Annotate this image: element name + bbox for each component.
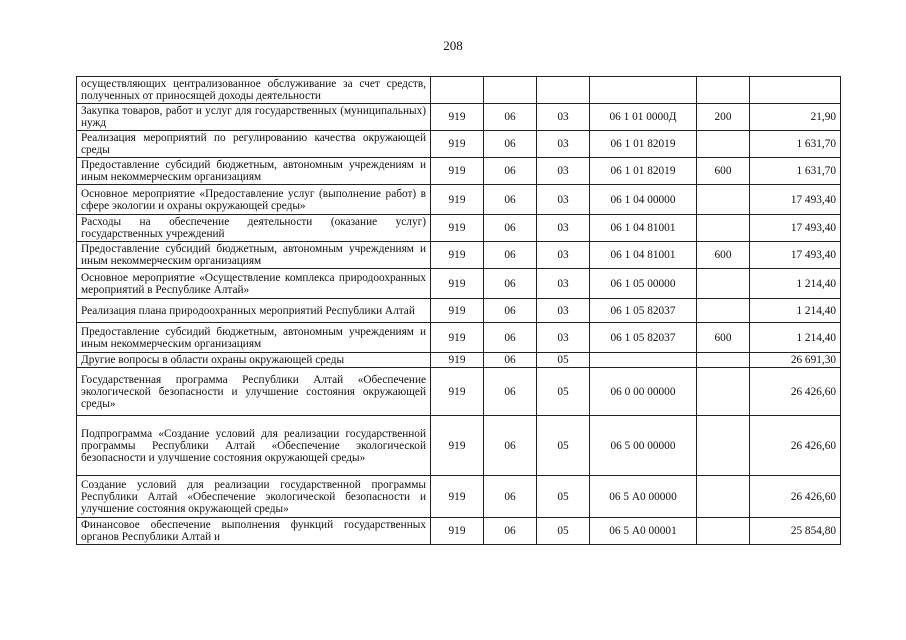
row-section-code: 06 [484, 323, 537, 353]
row-expense-type [697, 215, 750, 242]
table-row [77, 476, 841, 518]
table-row [77, 368, 841, 416]
row-subsection-code: 03 [537, 299, 590, 323]
table-row [77, 131, 841, 158]
table-row [77, 269, 841, 299]
row-subsection-code: 03 [537, 242, 590, 269]
row-section-code: 06 [484, 353, 537, 368]
row-section-code: 06 [484, 131, 537, 158]
table-row [77, 416, 841, 476]
row-name: Реализация мероприятий по регулированию качества окружающей среды [77, 131, 431, 158]
row-subsection-code [537, 77, 590, 104]
row-sum: 26 426,60 [750, 476, 841, 518]
row-admin-code: 919 [431, 476, 484, 518]
row-name: Основное мероприятие «Осуществление комплекса природоохранных мероприятий в Республике Алтай» [77, 269, 431, 299]
page-number: 208 [443, 38, 463, 53]
table-row [77, 353, 841, 368]
row-target-code: 06 1 05 82037 [590, 323, 697, 353]
row-section-code: 06 [484, 104, 537, 131]
row-target-code: 06 1 04 81001 [590, 242, 697, 269]
row-subsection-code: 05 [537, 416, 590, 476]
row-sum: 21,90 [750, 104, 841, 131]
row-name: Финансовое обеспечение выполнения функций государственных органов Республики Алтай и [77, 518, 431, 545]
row-sum: 1 631,70 [750, 158, 841, 185]
row-sum: 1 214,40 [750, 299, 841, 323]
row-target-code: 06 0 00 00000 [590, 368, 697, 416]
row-section-code: 06 [484, 476, 537, 518]
row-expense-type: 600 [697, 242, 750, 269]
row-subsection-code: 05 [537, 476, 590, 518]
row-subsection-code: 03 [537, 269, 590, 299]
row-expense-type: 600 [697, 158, 750, 185]
row-sum: 1 214,40 [750, 269, 841, 299]
row-target-code: 06 1 05 82037 [590, 299, 697, 323]
row-admin-code: 919 [431, 518, 484, 545]
row-sum: 17 493,40 [750, 185, 841, 215]
row-name: Предоставление субсидий бюджетным, автономным учреждениям и иным некоммерческим организациям [77, 158, 431, 185]
row-admin-code: 919 [431, 104, 484, 131]
row-subsection-code: 05 [537, 518, 590, 545]
table-row [77, 77, 841, 104]
row-name: осуществляющих централизованное обслуживание за счет средств, полученных от приносящей доходы деятельности [77, 77, 431, 104]
row-admin-code: 919 [431, 353, 484, 368]
row-name: Другие вопросы в области охраны окружающей среды [77, 353, 431, 368]
row-subsection-code: 05 [537, 353, 590, 368]
row-sum: 26 691,30 [750, 353, 841, 368]
row-name: Предоставление субсидий бюджетным, автономным учреждениям и иным некоммерческим организациям [77, 242, 431, 269]
row-target-code: 06 1 01 82019 [590, 158, 697, 185]
budget-table [76, 76, 841, 545]
row-section-code: 06 [484, 242, 537, 269]
row-expense-type [697, 299, 750, 323]
row-name: Расходы на обеспечение деятельности (оказание услуг) государственных учреждений [77, 215, 431, 242]
row-target-code: 06 1 05 00000 [590, 269, 697, 299]
row-admin-code: 919 [431, 215, 484, 242]
row-sum: 17 493,40 [750, 242, 841, 269]
row-name: Реализация плана природоохранных мероприятий Республики Алтай [77, 299, 431, 323]
row-name: Создание условий для реализации государственной программы Республики Алтай «Обеспечение экологической безопасности и улучшение состояния окружающей среды» [77, 476, 431, 518]
row-sum: 25 854,80 [750, 518, 841, 545]
table-row [77, 104, 841, 131]
row-sum: 26 426,60 [750, 368, 841, 416]
row-expense-type [697, 131, 750, 158]
row-target-code: 06 1 04 81001 [590, 215, 697, 242]
row-admin-code: 919 [431, 323, 484, 353]
row-admin-code: 919 [431, 185, 484, 215]
row-admin-code: 919 [431, 242, 484, 269]
table-row [77, 242, 841, 269]
row-admin-code: 919 [431, 368, 484, 416]
row-section-code: 06 [484, 158, 537, 185]
row-section-code: 06 [484, 269, 537, 299]
row-section-code: 06 [484, 518, 537, 545]
row-sum: 26 426,60 [750, 416, 841, 476]
row-section-code: 06 [484, 368, 537, 416]
table-row [77, 185, 841, 215]
row-name: Государственная программа Республики Алтай «Обеспечение экологической безопасности и улучшение состояния окружающей среды» [77, 368, 431, 416]
row-target-code: 06 5 А0 00001 [590, 518, 697, 545]
row-expense-type [697, 416, 750, 476]
row-admin-code: 919 [431, 269, 484, 299]
row-sum: 17 493,40 [750, 215, 841, 242]
row-subsection-code: 03 [537, 158, 590, 185]
table-row [77, 299, 841, 323]
row-target-code [590, 353, 697, 368]
row-expense-type: 600 [697, 323, 750, 353]
row-name: Закупка товаров, работ и услуг для государственных (муниципальных) нужд [77, 104, 431, 131]
table-row [77, 518, 841, 545]
row-expense-type [697, 368, 750, 416]
row-subsection-code: 05 [537, 368, 590, 416]
row-admin-code: 919 [431, 416, 484, 476]
row-section-code: 06 [484, 299, 537, 323]
row-admin-code: 919 [431, 299, 484, 323]
row-target-code [590, 77, 697, 104]
row-name: Подпрограмма «Создание условий для реализации государственной программы Республики Алтай «Обеспечение экологической безопасности и улучшение состояния окружающей среды» [77, 416, 431, 476]
row-expense-type [697, 185, 750, 215]
row-admin-code: 919 [431, 131, 484, 158]
row-target-code: 06 1 01 0000Д [590, 104, 697, 131]
table-row [77, 323, 841, 353]
row-section-code: 06 [484, 215, 537, 242]
row-admin-code [431, 77, 484, 104]
row-sum [750, 77, 841, 104]
row-sum: 1 214,40 [750, 323, 841, 353]
row-section-code [484, 77, 537, 104]
row-expense-type [697, 77, 750, 104]
table-row [77, 158, 841, 185]
row-expense-type [697, 476, 750, 518]
row-section-code: 06 [484, 416, 537, 476]
row-target-code: 06 5 А0 00000 [590, 476, 697, 518]
row-name: Предоставление субсидий бюджетным, автономным учреждениям и иным некоммерческим организациям [77, 323, 431, 353]
budget-table-body [77, 77, 841, 545]
row-target-code: 06 1 01 82019 [590, 131, 697, 158]
row-expense-type [697, 518, 750, 545]
row-subsection-code: 03 [537, 215, 590, 242]
table-row [77, 215, 841, 242]
row-sum: 1 631,70 [750, 131, 841, 158]
row-section-code: 06 [484, 185, 537, 215]
row-expense-type: 200 [697, 104, 750, 131]
row-subsection-code: 03 [537, 104, 590, 131]
row-subsection-code: 03 [537, 185, 590, 215]
row-admin-code: 919 [431, 158, 484, 185]
row-expense-type [697, 353, 750, 368]
row-subsection-code: 03 [537, 323, 590, 353]
row-target-code: 06 5 00 00000 [590, 416, 697, 476]
row-expense-type [697, 269, 750, 299]
row-subsection-code: 03 [537, 131, 590, 158]
row-target-code: 06 1 04 00000 [590, 185, 697, 215]
row-name: Основное мероприятие «Предоставление услуг (выполнение работ) в сфере экологии и охраны окружающей среды» [77, 185, 431, 215]
